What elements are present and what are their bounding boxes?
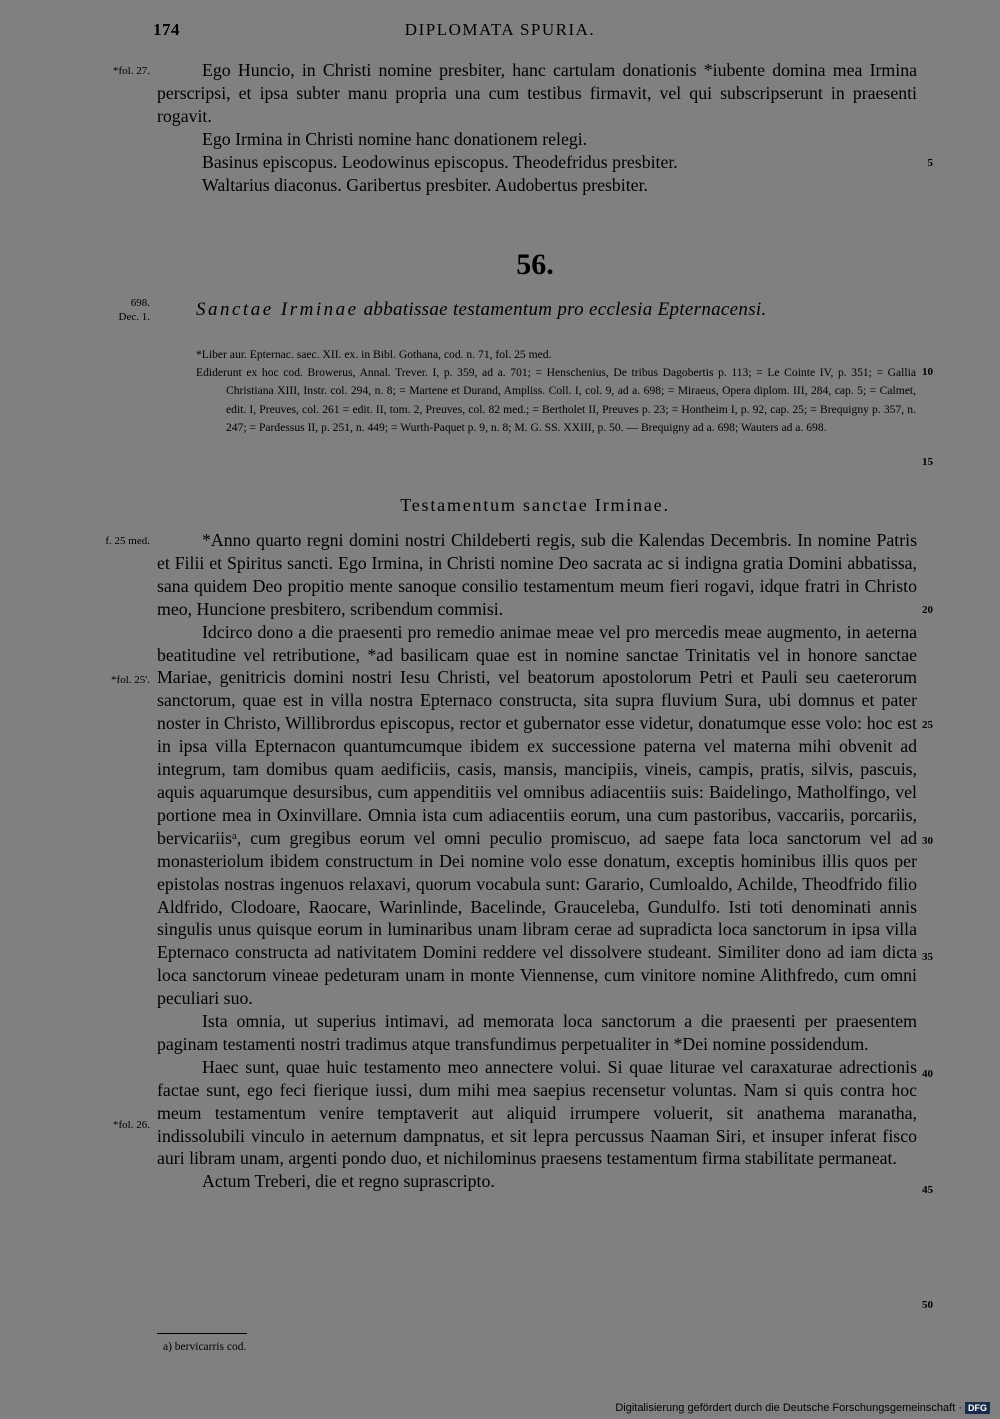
date-day: Dec. 1. <box>118 311 150 323</box>
date-year: 698. <box>130 297 150 309</box>
running-title: DIPLOMATA SPURIA. <box>404 20 596 39</box>
margin-note-fol25v: *fol. 25'. <box>111 674 150 686</box>
dfg-logo: DFG <box>965 1402 990 1414</box>
line-number: 50 <box>922 1299 933 1311</box>
margin-note-fol26: *fol. 26. <box>113 1119 150 1131</box>
margin-note-fol27: *fol. 27. <box>113 65 150 77</box>
witness-line: Waltarius diaconus. Garibertus presbiter. Audobertus presbiter. <box>202 174 648 195</box>
subscription-line: Ego Irmina in Christi nomine hanc donationem relegi. <box>202 128 588 149</box>
editions-list: Ediderunt ex hoc cod. Browerus, Annal. Trever. I, p. 359, ad a. 701; = Henschenius, De tribus Dagobertis p. 113; = Le Cointe IV, p. 351; = Gallia Christiana XIII, Instr. col. 294, n. 8; = Martene et Durand, Ampliss. Coll. I, col. 9, ad a. 698; = Miraeus, Opera diplom. III, 284, cap. 5; = Calmet, edit. I, Preuves, col. 261 = edit. II, tom. 2, Preuves, col. 82 med.; = Bertholet II, Preuves p. 23; = Hontheim I, p. 92, cap. 25; = Brequigny p. 357, n. 247; = Pardessus II, p. 251, n. 449; = Wurth-Paquet p. 9, n. 8; M. G. SS. XXIII, p. 50. — Brequigny ad a. 698; Wauters ad a. 698. <box>196 366 916 434</box>
line-number: 5 <box>927 157 933 169</box>
line-number: 15 <box>922 456 933 468</box>
funding-footer <box>615 1402 990 1414</box>
line-number: 30 <box>922 835 933 847</box>
heading-rest: abbatissae testamentum pro ecclesia Epternacensi. <box>363 299 767 320</box>
document-subtitle: Testamentum sanctae Irminae. <box>400 495 670 515</box>
line-number: 20 <box>922 604 933 616</box>
document-number: 56. <box>516 248 554 281</box>
main-text <box>157 529 917 1193</box>
funding-text: Digitalisierung gefördert durch die Deutsche Forschungsgemeinschaft · <box>615 1402 962 1414</box>
line-number: 10 <box>922 366 933 378</box>
line-number: 35 <box>922 951 933 963</box>
witness-line: Basinus episcopus. Leodowinus episcopus. Theodefridus presbiter. <box>202 151 678 172</box>
paragraph: Haec sunt, quae huic testamento meo annectere volui. Si quae liturae vel caraxaturae adrectionis factae sunt, ego feci fierique iussi, dum mihi mea saepius recensetur voluntas. Nam si quis contra hoc meum testamentum venire temptaverit aut aliquid irrumpere voluerit, sit anathema maranatha, indissolubili vinculo in aeternum dampnatus, et sit lepra percussus Naaman Siri, et insuper inferat fisco auri libram unam, argenti pondo duo, et nichilominus praesens testamentum firma stabilitate permaneat. <box>157 1056 917 1169</box>
previous-document-end <box>157 59 917 196</box>
footnote-rule <box>157 1333 247 1334</box>
paragraph: Idcirco dono a die praesenti pro remedio animae meae vel pro mercedis meae augmento, in aeterna beatitudine vel retributione, *ad basilicam quae est in nomine sanctae Trinitatis vel in honore sanctae Mariae, genitricis domini nostri Iesu Christi, vel beatorum apostolorum Petri et Pauli seu caeterorum sanctorum, quae est in villa nostra Epternaco constructa, sita supra fluvium Sura, ubi domnus et pater noster in Christo, Willibrordus episcopus, rector et gubernator esse videtur, donatumque esse volo: hoc est in ipsa villa Epternacon quantumcumque ibidem ex successione paterna vel materna mihi obvenit ad integrum, tam domibus quam aedificiis, casis, mansis, mancipiis, vineis, campis, pratis, silvis, pascuis, aquis aquarumque desursibus, cum appenditiis vel omnibus adiacentiis suis: Baidelingo, Matholfingo, vel portione mea in Oxinvillare. Omnia ista cum adiacentiis eorum, una cum pastoribus, vaccariis, porcariis, bervicariisᵃ, cum gregibus eorum vel omni peculio promiscuo, ad saepe fata loca sanctorum vel ad monasteriolum ibidem constructum in Dei nomine volo esse donatum, exceptis hominibus illis quos per epistolas nostras ingenuos relaxavi, quorum vocabula sunt: Garario, Cumloaldo, Achilde, Theodfrido filio Aldfrido, Clodoare, Raocare, Warinlinde, Bacelinde, Grauceleba, Gundulfo. Isti toti denominati annis singulis unus quisque eorum in luminaribus unam libram cerae ad supradicta loca sanctorum in ipsa villa Epternaco constructa ad nativitatem Domini reddere vel dissolvere studeant. Similiter dono ad iam dicta loca sanctorum vineae pedeturam unam in monte Viennense, cum vinitore nomine Alithfredo, cum omni peculiari suo. <box>157 621 917 1009</box>
line-number: 45 <box>922 1184 933 1196</box>
footnote: a) bervicarris cod. <box>163 1341 247 1353</box>
heading-name: Sanctae Irminae <box>196 299 359 320</box>
subscription-paragraph: Ego Huncio, in Christi nomine presbiter, hanc cartulam donationis *iubente domina mea Irmina perscripsi, et ipsa subter manu propria una cum testibus firmavit, vel qui subscripserunt in praesenti rogavit. <box>157 60 917 126</box>
paragraph: Ista omnia, ut superius intimavi, ad memorata loca sanctorum a die praesenti per praesentem paginam testamenti nostri tradimus atque transfundimus perpetualiter in *Dei nomine possidendum. <box>157 1011 917 1054</box>
margin-note-f25: f. 25 med. <box>105 535 150 547</box>
page-number: 174 <box>153 20 180 39</box>
manuscript-source: *Liber aur. Epternac. saec. XII. ex. in Bibl. Gothana, cod. n. 71, fol. 25 med. <box>196 348 552 361</box>
critical-apparatus <box>196 346 916 437</box>
paragraph: Actum Treberi, die et regno suprascripto. <box>202 1171 495 1192</box>
paragraph: *Anno quarto regni domini nostri Childeberti regis, sub die Kalendas Decembris. In nomine Patris et Filii et Spiritus sancti. Ego Irmina, in Christi nomine Deo sacrata ac si indigna gratia Domini abbatissa, sana quidem Deo propitio mente sanoque consilio testamentum meum fieri rogavi, idque fratri in Christo meo, Huncione presbitero, scribendum commisi. <box>157 530 917 619</box>
line-number: 40 <box>922 1068 933 1080</box>
line-number: 25 <box>922 719 933 731</box>
date-note <box>10 296 150 324</box>
document-heading <box>196 299 767 321</box>
